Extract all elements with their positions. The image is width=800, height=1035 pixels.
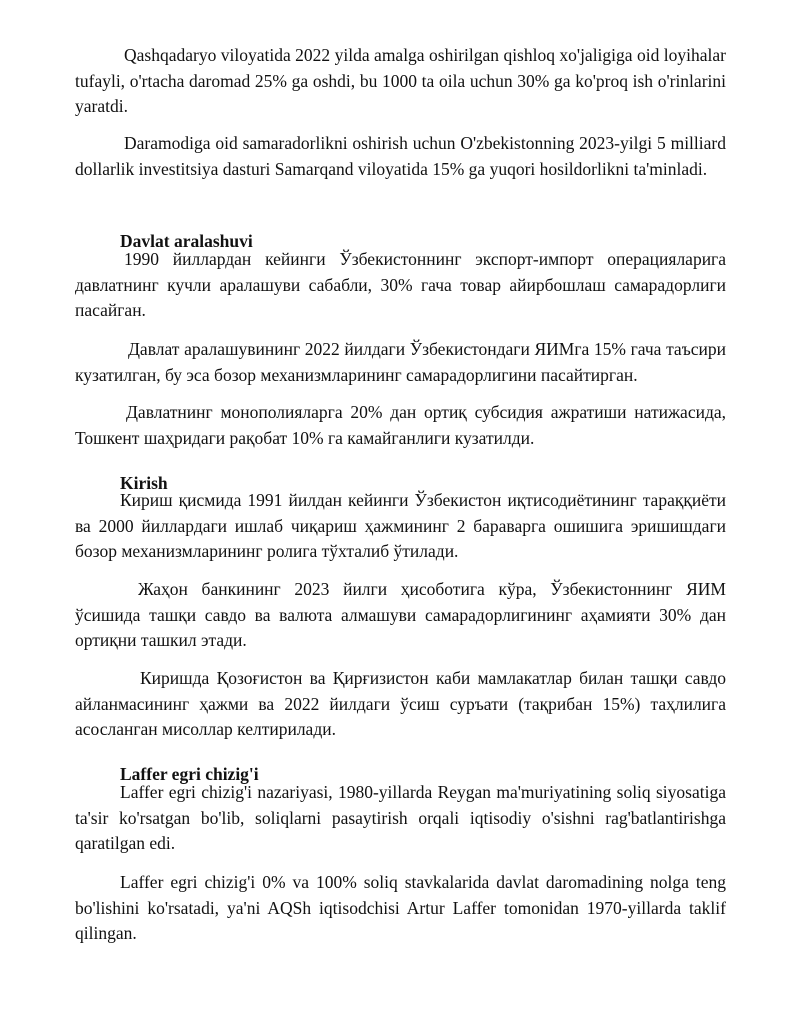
paragraph-kazakhstan-kyrgyzstan: Киришда Қозоғистон ва Қирғизистон каби мамлакатлар билан ташқи савдо айланмасининг ҳажми ва 2022 йилдаги ўсиш суръати (тақрибан 15%) таҳлилига асосланган мисоллар келтирилади. [75, 668, 726, 739]
heading-kirish: Kirish [120, 473, 168, 493]
paragraph-investment-program: Daramodiga oid samaradorlikni oshirish uchun O'zbekistonning 2023-yilgi 5 milliard dollarlik investitsiya dasturi Samarqand viloyatida 15% ga yuqori hosildorlikni ta'minladi. [75, 133, 726, 179]
heading-davlat-aralashuvi: Davlat aralashuvi [120, 231, 253, 251]
paragraph-kirish-intro: Кириш қисмида 1991 йилдан кейинги Ўзбекистон иқтисодиётининг тараққиёти ва 2000 йиллардаги ишлаб чиқариш ҳажмининг 2 бараварга ошишига эришишдаги бозор механизмларининг ролига тўхталиб ўтилади. [75, 490, 726, 561]
paragraph-monopoly-subsidy: Давлатнинг монополияларга 20% дан ортиқ субсидия ажратиши натижасида, Тошкент шаҳридаги рақобат 10% га камайганлиги кузатилди. [75, 402, 726, 448]
paragraph-world-bank: Жаҳон банкининг 2023 йилги ҳисоботига кўра, Ўзбекистоннинг ЯИМ ўсишида ташқи савдо ва валюта алмашуви самарадорлигининг аҳамияти 30% дан ортиқни ташкил этади. [75, 579, 726, 650]
paragraph-gdp-influence: Давлат аралашувининг 2022 йилдаги Ўзбекистондаги ЯИМга 15% гача таъсири кузатилган, бу эса бозор механизмларининг самарадорлигини пасайтирган. [75, 339, 726, 385]
paragraph-laffer-theory: Laffer egri chizig'i nazariyasi, 1980-yillarda Reygan ma'muriyatining soliq siyosatiga ta'sir ko'rsatgan bo'lib, soliqlarni pasaytirish orqali iqtisodiy o'sishni rag'batlantirishga qaratilgan edi. [75, 782, 726, 853]
heading-laffer-curve: Laffer egri chizig'i [120, 764, 259, 784]
paragraph-laffer-tax-rates: Laffer egri chizig'i 0% va 100% soliq stavkalarida davlat daromadining nolga teng bo'lishini ko'rsatadi, ya'ni AQSh iqtisodchisi Artur Laffer tomonidan 1970-yillarda taklif qilingan. [75, 872, 726, 943]
paragraph-qashqadaryo: Qashqadaryo viloyatida 2022 yilda amalga oshirilgan qishloq xo'jaligiga oid loyihalar tufayli, o'rtacha daromad 25% ga oshdi, bu 1000 ta oila uchun 30% ga ko'proq ish o'rinlarini yaratdi. [75, 45, 726, 116]
paragraph-export-import: 1990 йиллардан кейинги Ўзбекистоннинг экспорт-импорт операцияларига давлатнинг кучли аралашуви сабабли, 30% гача товар айирбошлаш самарадорлиги пасайган. [75, 249, 726, 320]
